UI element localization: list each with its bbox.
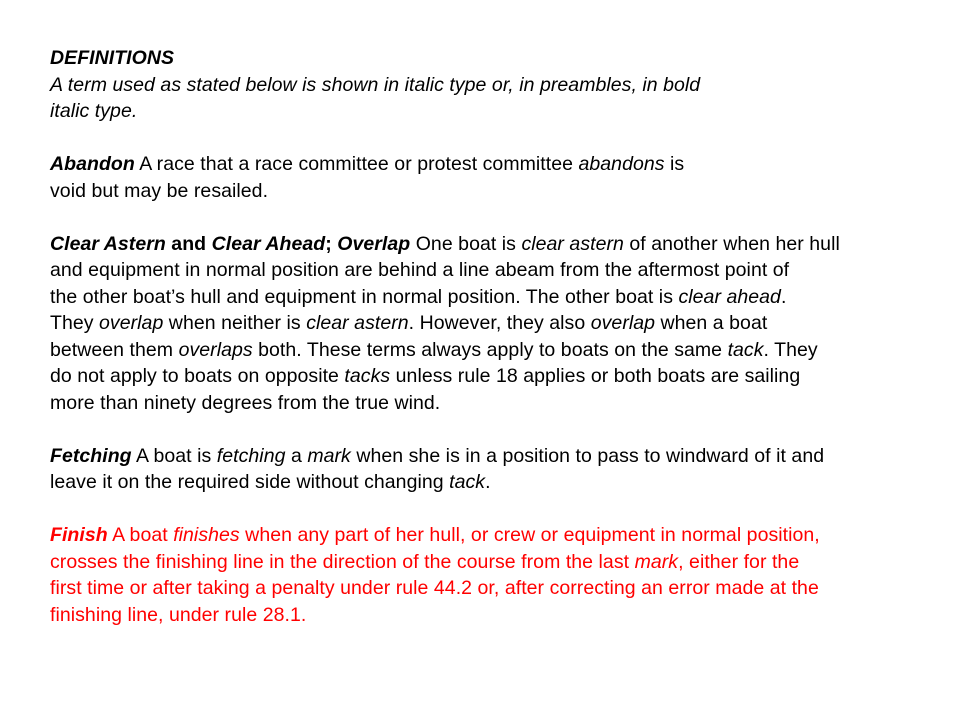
term-clear-ahead: Clear Ahead [211,232,326,255]
intro-paragraph [50,72,940,125]
term-overlap: Overlap [337,232,411,255]
definitions-content [50,45,940,628]
definition-abandon: Abandon A race that a race committee or protest committee abandons is void but may be resailed. [50,153,685,202]
term-clear-astern: Clear Astern [50,232,166,255]
definition-clear-astern: Clear Astern and Clear Ahead; Overlap One boat is clear astern of another when her hull and equipment in normal position are behind a line abeam from the aftermost point of the other boat’s hull and equipment in normal position. The other boat is clear ahead. They overlap when neither is clear astern. However, they also overlap when a boat between them overlaps both. These terms always apply to boats on the same tack. They do not apply to boats on opposite tacks unless rule 18 applies or both boats are sailing more than ninety degrees from the true wind. [50,232,840,414]
term-abandon: Abandon [50,153,135,175]
term-fetching: Fetching [50,444,132,467]
intro-line-1: A term used as stated below is shown in italic type or, in preambles, in bold [50,73,701,96]
term-finish: Finish [50,524,108,546]
page-title: DEFINITIONS [50,47,175,69]
intro-line-2: italic type. [50,100,138,122]
definition-finish: Finish A boat finishes when any part of her hull, or crew or equipment in normal position, crosses the finishing line in the direction of the course from the last mark, either for the first time or after taking a penalty under rule 44.2 or, after correcting an error made at the finishing line, under rule 28.1. [50,524,820,626]
definition-fetching: Fetching A boat is fetching a mark when she is in a position to pass to windward of it and leave it on the required side without changing tack. [50,444,825,493]
